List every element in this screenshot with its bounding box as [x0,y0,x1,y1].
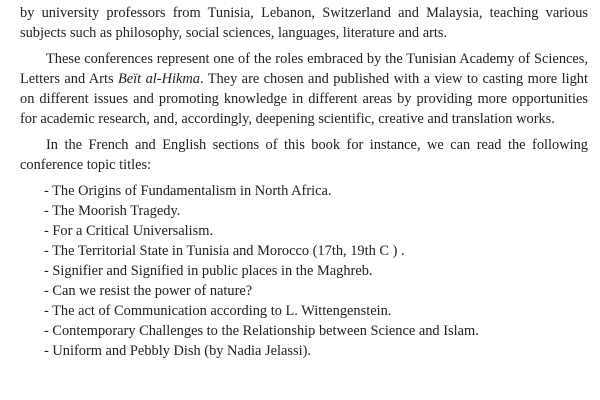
list-item: - Contemporary Challenges to the Relationship between Science and Islam. [44,323,479,339]
list-item: - Can we resist the power of nature? [44,283,253,299]
list-item: - The act of Communication according to L. Wittengenstein. [44,303,392,319]
list-item: - For a Critical Universalism. [44,223,214,239]
paragraph-text-end: . They are chosen and published with a view to casting more light on different issues and promoting knowledge in different areas by providing more opportunities for academic research, and, accordingly, deepening scientific, creative and translation works. [20,71,589,127]
list-item: - Uniform and Pebbly Dish (by Nadia Jelassi). [44,343,311,359]
list-item: - The Territorial State in Tunisia and Morocco (17th, 19th C ) . [44,243,405,259]
paragraph-text-start: These conferences represent one of the roles embraced by the Tunisian Academy of Sciences, Letters and Arts [20,51,588,87]
paragraph-conferences-role [20,49,588,129]
document-page [20,3,588,361]
conference-topics-list [20,181,588,361]
list-item: - The Moorish Tragedy. [44,203,181,219]
list-item: - Signifier and Signified in public places in the Maghreb. [44,263,373,279]
paragraph-topic-intro: In the French and English sections of this book for instance, we can read the following conference topic titles: [20,137,588,173]
list-item: - The Origins of Fundamentalism in North Africa. [44,183,332,199]
academy-name-italic: Beït al-Hikma [117,71,200,87]
paragraph-intro-continuation: by university professors from Tunisia, Lebanon, Switzerland and Malaysia, teaching various subjects such as philosophy, social sciences, languages, literature and arts. [20,5,588,41]
